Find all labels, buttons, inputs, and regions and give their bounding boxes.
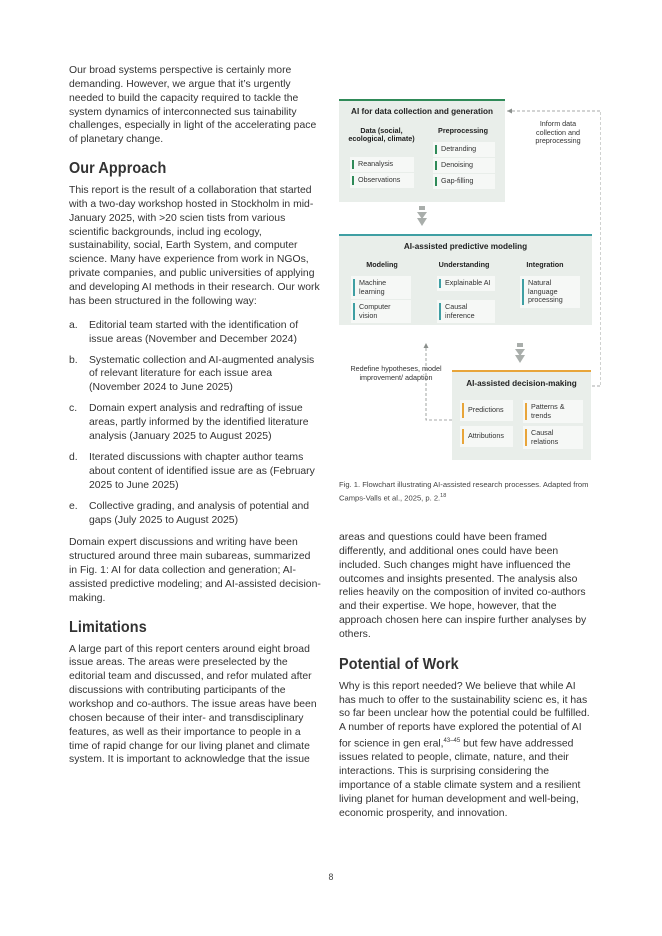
chip-reanalysis: Reanalysis xyxy=(350,157,414,172)
approach-paragraph: This report is the result of a collaboration that started with a two-day workshop hosted in Stockholm in mid-January 2025, with >20 scien tists from various scientific backgrounds, includ ing ecology, sustainability, social, Earth System, and computer science. Many have experience from work in NGOs, private companies, and public universities of applying and developing AI methods in their research. Our work has been structured in the following way: xyxy=(69,185,320,307)
list-item: d. Iterated discussions with chapter author teams about content of identified issue are as (February 2025 to June 2025) xyxy=(69,451,315,491)
heading-limitations: Limitations xyxy=(69,618,147,636)
inform-arrowhead xyxy=(507,109,512,114)
intro-paragraph: Our broad systems perspective is certainly more demanding. However, we argue that it’s urgently needed to build the capacity required to tackle the system dynamics of interconnected sus tainability challenges, especially in light of the accelerating pace of planetary change. xyxy=(69,65,317,146)
box-accent-bar xyxy=(339,234,592,236)
box-accent-bar xyxy=(452,370,591,372)
redefine-note: Redefine hypotheses, model improvement/ adaption xyxy=(350,364,442,382)
list-item: b. Systematic collection and AI-augmented analysis of relevant literature for each issue area (November 2024 to June 2025) xyxy=(69,354,315,394)
list-item: c. Domain expert analysis and redrafting of issue areas, partly informed by the identified literature analysis (January 2025 to August 2025) xyxy=(69,403,309,442)
steps-list xyxy=(69,319,321,528)
chip-explainable-ai: Explainable AI xyxy=(437,276,495,291)
heading-potential-of-work: Potential of Work xyxy=(339,655,459,673)
box-data-collection xyxy=(339,99,505,202)
page-number: 8 xyxy=(328,872,334,882)
chip-natural-language-processing: Natural language processing xyxy=(520,276,580,308)
figure-caption: Fig. 1. Flowchart illustrating AI-assisted research processes. Adapted from Camps-Valls et al., 2025, p. 2.18 xyxy=(339,480,589,503)
down-arrow-icon xyxy=(416,206,428,228)
redefine-arrowhead xyxy=(424,343,429,348)
data-heading: Data (social, ecological, climate) xyxy=(348,126,415,144)
citation-reference: 43–45 xyxy=(443,738,461,745)
box-predictive-modeling xyxy=(339,234,592,325)
list-item: a. Editorial team started with the identification of issue areas (November and December 2024) xyxy=(69,319,299,345)
chip-detranding: Detranding xyxy=(433,142,495,157)
caption-reference: 18 xyxy=(440,492,447,499)
modeling-heading: Modeling xyxy=(366,260,398,269)
chip-observations: Observations xyxy=(350,173,414,188)
limitations-paragraph: A large part of this report centers around eight broad issue areas. The areas were preselected by the editorial team and discussed, and refor mulated after discussions with contributing participants of the workshop and co-authors. The issue areas have been chosen because of their inter- and transdisciplinary features, as well as their importance to people in a time of rapid change for our living planet and climate system. It is important to acknowledge that the issue xyxy=(69,643,317,766)
list-item: e. Collective grading, and analysis of potential and gaps (July 2025 to August 2025) xyxy=(69,500,310,526)
chip-causal-relations: Causal relations xyxy=(523,426,583,449)
down-arrow-icon xyxy=(514,343,526,365)
box-decision-making xyxy=(452,370,591,460)
chip-computer-vision: Computer vision xyxy=(351,300,411,323)
inform-note: Inform data collection and preprocessing xyxy=(535,119,581,146)
approach-summary-paragraph: Domain expert discussions and writing have been structured around three main subareas, summarized in Fig. 1: AI for data collection and generation; AI-assisted predictive modeling; and AI-assisted decision-making. xyxy=(69,537,321,604)
chip-denoising: Denoising xyxy=(433,158,495,173)
chip-machine-learning: Machine learning xyxy=(351,276,411,299)
understanding-heading: Understanding xyxy=(438,260,490,269)
potential-paragraph: Why is this report needed? We believe that while AI has much to offer to the sustainability scienc es, it has so far been unclear how the potential could be fulfilled. A number of reports have explored the potential of AI for science in gen eral,$^{43-45}$ but few have addressed issues related to people, climate, nature, and their interactions. This is surprising considering the importance of a stable climate system and a resilient living planet for human development and well-being, economic prosperity, and innovation. xyxy=(339,680,590,819)
preprocessing-heading: Preprocessing xyxy=(438,126,488,135)
chip-gap-filling: Gap-filling xyxy=(433,174,495,189)
box-accent-bar xyxy=(339,99,505,101)
chip-attributions: Attributions xyxy=(460,426,513,447)
chip-causal-inference: Causal inference xyxy=(437,300,495,323)
left-column xyxy=(69,64,321,767)
box-title: AI for data collection and generation xyxy=(351,107,493,116)
flowchart-figure xyxy=(339,96,601,464)
chip-patterns-trends: Patterns & trends xyxy=(523,400,583,423)
limitations-continued-paragraph: areas and questions could have been framed differently, and additional ones could have been included. Such changes might have influenced the outcomes and insights presented. The analysis also relies heavily on the composition of invited co-authors and their expertise. We hope, however, that the approach chosen here can inspire further analyses by others. xyxy=(339,532,587,640)
heading-our-approach: Our Approach xyxy=(69,160,167,178)
box-title: AI-assisted predictive modeling xyxy=(403,242,528,251)
right-column xyxy=(339,531,592,821)
integration-heading: Integration xyxy=(526,260,564,269)
chip-predictions: Predictions xyxy=(460,400,513,421)
box-title: AI-assisted decision-making xyxy=(466,379,577,388)
